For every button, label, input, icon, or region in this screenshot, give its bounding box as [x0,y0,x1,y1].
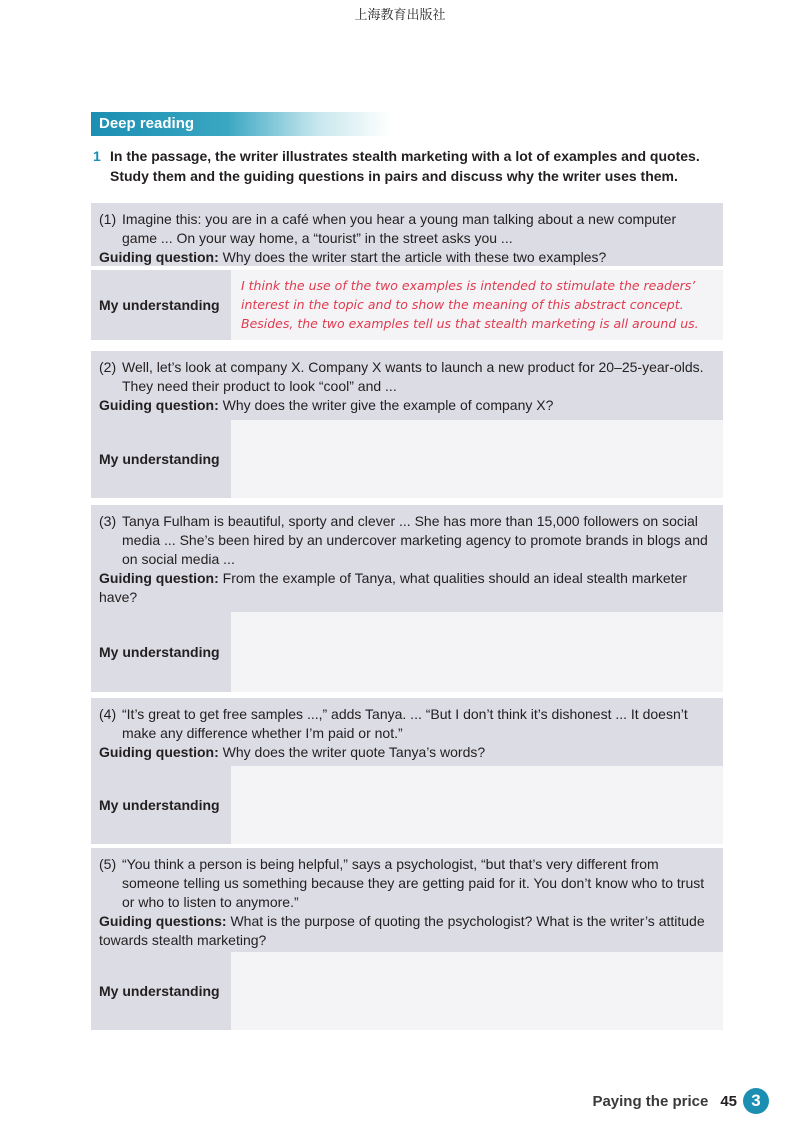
guiding-question-text: What is the purpose of quoting the psychologist? What is the writer’s attitude towards stealth marketing? [99,913,705,948]
page-footer [592,1088,769,1114]
guiding-question-label: Guiding question: [99,397,219,413]
item-number: (4) [99,706,117,722]
understanding-row [91,420,723,498]
item-number: (5) [99,856,117,872]
guiding-question-label: Guiding questions: [99,913,227,929]
guiding-question-label: Guiding question: [99,744,219,760]
guiding-question [99,396,713,415]
understanding-label: My understanding [91,952,231,1030]
item-block-4 [91,698,723,844]
guiding-question [99,912,713,950]
guiding-question [99,248,713,267]
task-number: 1 [93,148,101,164]
understanding-row [91,612,723,692]
understanding-label: My understanding [91,612,231,692]
excerpt [99,358,713,396]
section-title: Deep reading [99,115,195,132]
excerpt-text: “It’s great to get free samples ...,” adds Tanya. ... “But I don’t think it’s dishonest ... It doesn’t make any difference whether I’m paid or not.” [122,706,688,741]
excerpt [99,855,713,912]
understanding-answer[interactable] [231,612,723,692]
question-row [91,505,723,612]
excerpt-text: Well, let’s look at company X. Company X wants to launch a new product for 20–25-year-olds. They need their product to look “cool” and ... [122,359,704,394]
section-header-bar [91,112,391,136]
understanding-label: My understanding [91,766,231,844]
unit-title: Paying the price [592,1092,709,1110]
task-text: In the passage, the writer illustrates stealth marketing with a lot of examples and quotes. Study them and the guiding questions in pairs and discuss why the writer uses them. [110,148,700,184]
item-block-5 [91,848,723,1030]
excerpt [99,705,713,743]
item-block-2 [91,351,723,498]
guiding-question-text: Why does the writer quote Tanya’s words? [222,744,486,760]
guiding-question-text: From the example of Tanya, what qualities should an ideal stealth marketer have? [99,570,687,605]
excerpt-text: Imagine this: you are in a café when you hear a young man talking about a new computer game ... On your way home, a “tourist” in the street asks you ... [122,211,677,246]
guiding-question [99,743,713,762]
item-number: (3) [99,513,117,529]
guiding-question-text: Why does the writer give the example of company X? [222,397,554,413]
understanding-row [91,270,723,340]
item-number: (2) [99,359,117,375]
item-block-3 [91,505,723,692]
question-row [91,351,723,420]
excerpt-text: “You think a person is being helpful,” says a psychologist, “but that’s very different from someone telling us something because they are getting paid for it. You don’t know who to trust or who to listen to anymore.” [122,856,705,910]
item-number: (1) [99,211,117,227]
understanding-label: My understanding [91,270,231,340]
understanding-row [91,952,723,1030]
page-number: 45 [720,1092,737,1110]
understanding-label: My understanding [91,420,231,498]
understanding-answer[interactable] [231,766,723,844]
understanding-answer[interactable] [231,952,723,1030]
guiding-question-label: Guiding question: [99,249,219,265]
question-row [91,848,723,952]
understanding-row [91,766,723,844]
question-row [91,698,723,766]
guiding-question-label: Guiding question: [99,570,219,586]
understanding-answer[interactable]: I think the use of the two examples is intended to stimulate the readers’ interest in the topic and to show the meaning of this abstract concept. Besides, the two examples tell us that stealth marketing is all around us. [231,270,723,340]
guiding-question [99,569,713,607]
publisher-header: 上海教育出版社 [354,8,446,23]
excerpt [99,512,713,569]
excerpt-text: Tanya Fulham is beautiful, sporty and clever ... She has more than 15,000 followers on social media ... She’s been hired by an undercover marketing agency to promote brands in blogs and on social media ... [122,513,708,567]
guiding-question-text: Why does the writer start the article with these two examples? [222,249,607,265]
unit-badge: 3 [743,1088,769,1114]
understanding-answer[interactable] [231,420,723,498]
excerpt [99,210,713,248]
question-row [91,203,723,266]
item-block-1 [91,203,723,340]
